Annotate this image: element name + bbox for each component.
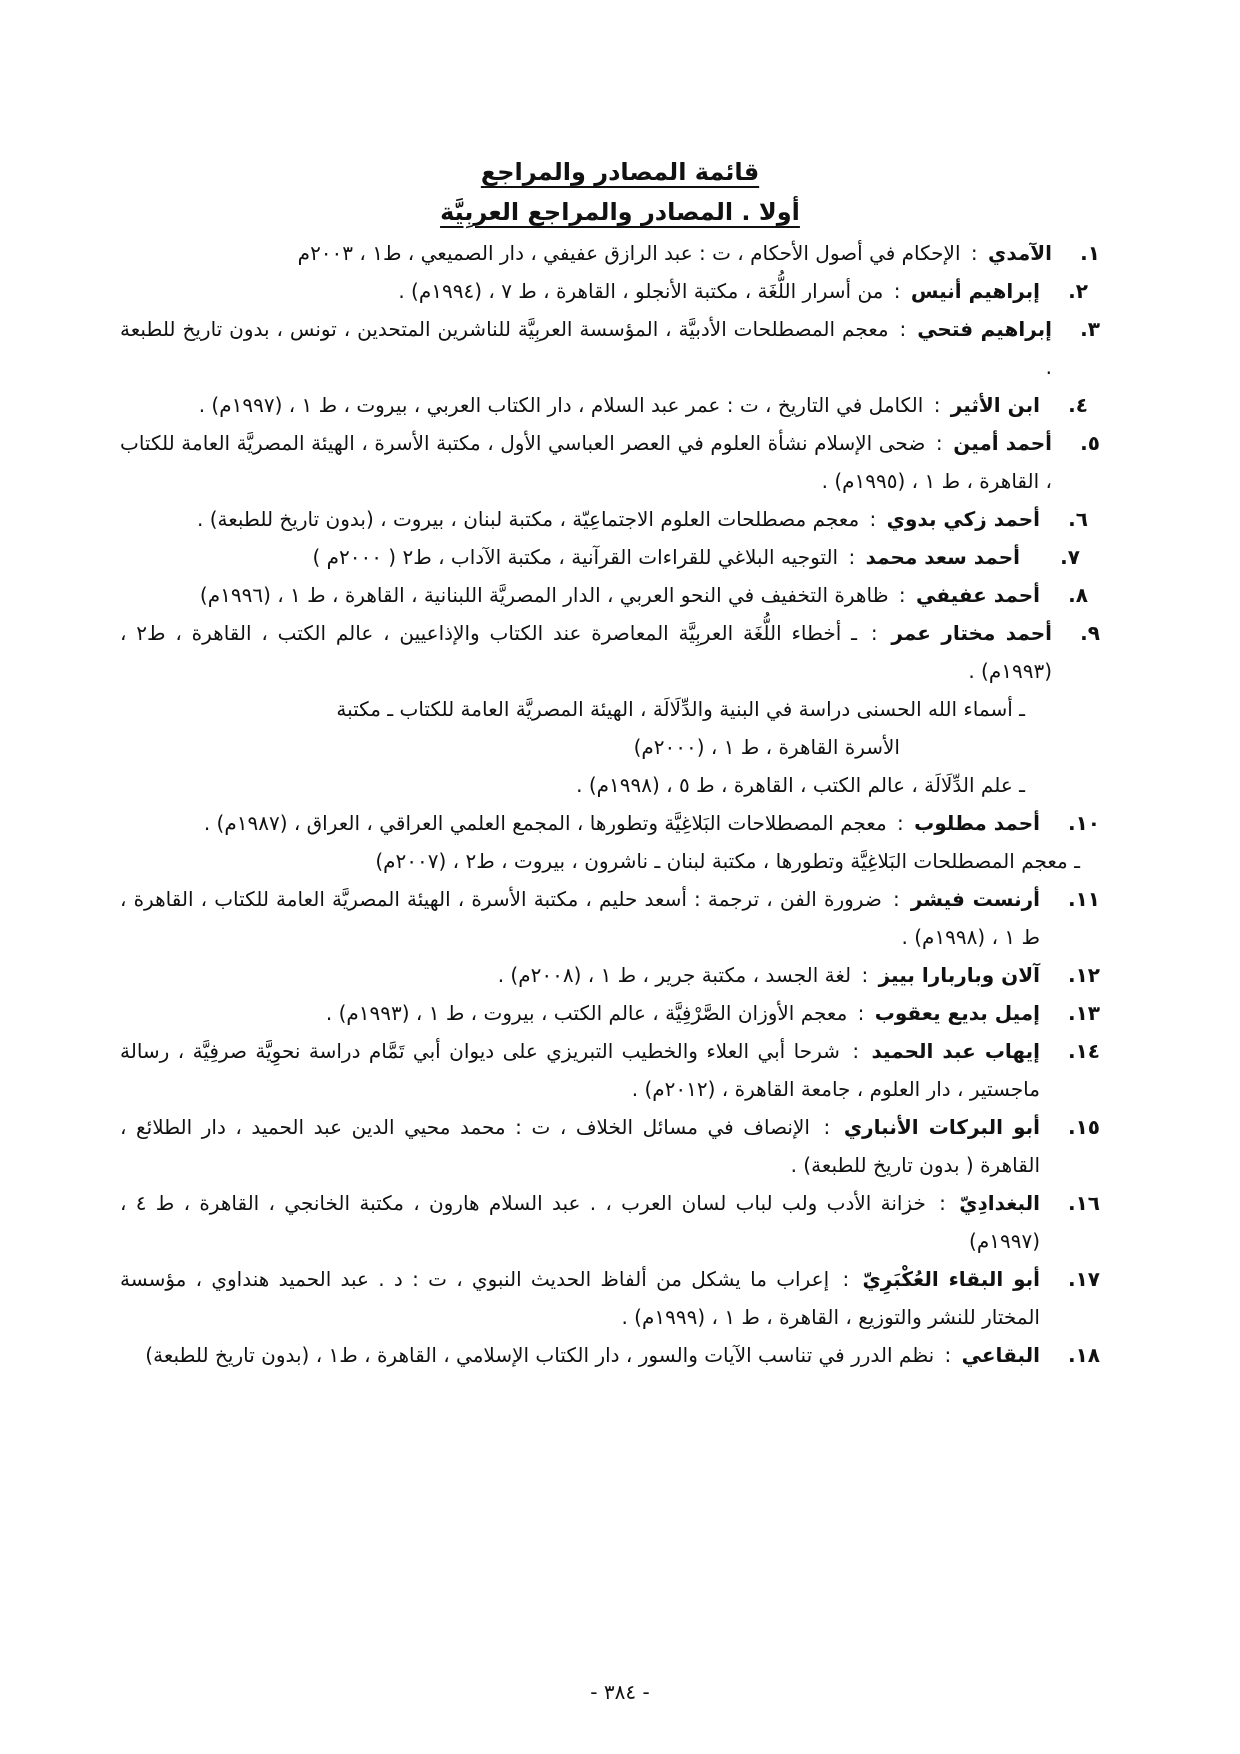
- reference-text: معجم المصطلاحات البَلاغِيَّة وتطورها ، المجمع العلمي العراقي ، العراق ، (١٩٨٧م) .: [203, 811, 887, 835]
- reference-text: ـ أخطاء اللُّغَة العربِيَّة المعاصرة عند الكتاب والإذاعيين ، عالم الكتب ، القاهرة ، ط٢ ،(١٩٩٣م) .: [120, 621, 1052, 683]
- reference-separator: :: [861, 963, 869, 987]
- reference-item-8: [120, 576, 1100, 614]
- reference-item-12: [120, 956, 1100, 994]
- reference-separator: :: [944, 1343, 952, 1367]
- reference-number: ٧.: [1060, 545, 1080, 569]
- reference-text: خزانة الأدب ولب لباب لسان العرب ، . عبد السلام هارون ، مكتبة الخانجي ، القاهرة ، ط ٤ ،(١٩٩٧م): [120, 1191, 1040, 1253]
- reference-text: ضرورة الفن ، ترجمة : أسعد حليم ، مكتبة الأسرة ، الهيئة المصريَّة العامة للكتاب ، القاهرة ، ط ١ ، (١٩٩٨م) .: [120, 887, 1040, 949]
- reference-subitem: ـ معجم المصطلحات البَلاغِيَّة وتطورها ، مكتبة لبنان ـ ناشرون ، بيروت ، ط٢ ، (٢٠٠٧م): [375, 849, 1080, 873]
- page-number: - ٣٨٤ -: [590, 1680, 650, 1704]
- reference-item-5: [120, 424, 1100, 500]
- titles-block: [0, 152, 1240, 232]
- reference-separator: :: [933, 393, 941, 417]
- reference-subitem: ـ أسماء الله الحسنى دراسة في البنية والدِّلَالَة ، الهيئة المصريَّة العامة للكتاب ـ مكتبة: [336, 697, 1025, 721]
- reference-separator: :: [869, 507, 877, 531]
- reference-text: معجم مصطلحات العلوم الاجتماعِيّة ، مكتبة لبنان ، بيروت ، (بدون تاريخ للطبعة) .: [197, 507, 860, 531]
- reference-author: البقاعي: [961, 1343, 1040, 1367]
- reference-author: البغدادِيّ: [959, 1191, 1041, 1215]
- reference-number: ١.: [1080, 241, 1100, 265]
- reference-number: ٦.: [1068, 507, 1088, 531]
- reference-text: ظاهرة التخفيف في النحو العربي ، الدار المصريَّة اللبنانية ، القاهرة ، ط ١ ، (١٩٩٦م): [199, 583, 889, 607]
- reference-number: ١٨.: [1067, 1343, 1100, 1367]
- reference-author: أحمد عفيفي: [915, 583, 1040, 607]
- reference-subitem: ـ علم الدِّلَالَة ، عالم الكتب ، القاهرة ، ط ٥ ، (١٩٩٨م) .: [576, 773, 1025, 797]
- reference-text: شرحا أبي العلاء والخطيب التبريزي على ديوان أبي تَمَّام دراسة نحوِيَّة صرفِيَّة ، رسالة ماجستير ، دار العلوم ، جامعة القاهرة ، (٢٠١٢م) .: [120, 1039, 1040, 1101]
- reference-text: التوجيه البلاغي للقراءات القرآنية ، مكتبة الآداب ، ط٢ ( ٢٠٠٠م ): [312, 545, 839, 569]
- reference-text: نظم الدرر في تناسب الآيات والسور ، دار الكتاب الإسلامي ، القاهرة ، ط١ ، (بدون تاريخ للطبعة): [145, 1343, 935, 1367]
- reference-number: ١٣.: [1067, 1001, 1100, 1025]
- reference-author: أحمد زكي بدوي: [886, 507, 1040, 531]
- reference-text: معجم المصطلحات الأدبيَّة ، المؤسسة العربِيَّة للناشرين المتحدين ، تونس ، بدون تاريخ للطبعة .: [120, 317, 1052, 379]
- reference-number: ٣.: [1080, 317, 1100, 341]
- reference-number: ٥.: [1080, 431, 1100, 455]
- reference-item-2: [120, 272, 1100, 310]
- reference-separator: :: [857, 1001, 865, 1025]
- reference-author: إيهاب عبد الحميد: [871, 1039, 1041, 1063]
- reference-separator: :: [842, 1267, 850, 1291]
- reference-author: إميل بديع يعقوب: [874, 1001, 1040, 1025]
- reference-separator: :: [893, 279, 901, 303]
- reference-text: ضحى الإسلام نشأة العلوم في العصر العباسي الأول ، مكتبة الأسرة ، الهيئة المصريَّة العامة للكتاب ، القاهرة ، ط ١ ، (١٩٩٥م) .: [120, 431, 1052, 493]
- reference-author: الآمدي: [987, 241, 1052, 265]
- reference-number: ١٤.: [1067, 1039, 1100, 1063]
- reference-text: الإحكام في أصول الأحكام ، ت : عبد الرازق عفيفي ، دار الصميعي ، ط١ ، ٢٠٠٣م: [297, 241, 961, 265]
- reference-item-17: [120, 1260, 1100, 1336]
- reference-author: أحمد مختار عمر: [891, 621, 1053, 645]
- reference-author: آلان وباربارا بييز: [878, 963, 1040, 987]
- reference-separator: :: [935, 431, 943, 455]
- reference-text: من أسرار اللُّغَة ، مكتبة الأنجلو ، القاهرة ، ط ٧ ، (١٩٩٤م) .: [398, 279, 884, 303]
- reference-text: الكامل في التاريخ ، ت : عمر عبد السلام ، دار الكتاب العربي ، بيروت ، ط ١ ، (١٩٩٧م) .: [198, 393, 924, 417]
- reference-text: إعراب ما يشكل من ألفاظ الحديث النبوي ، ت : د . عبد الحميد هنداوي ، مؤسسة المختار للنشر والتوزيع ، القاهرة ، ط ١ ، (١٩٩٩م) .: [120, 1267, 1040, 1329]
- reference-author: إبراهيم فتحي: [917, 317, 1052, 341]
- reference-item-13: [120, 994, 1100, 1032]
- reference-item-18: [120, 1336, 1100, 1374]
- reference-item-4: [120, 386, 1100, 424]
- reference-item-7: [120, 538, 1100, 576]
- reference-number: ١٠.: [1067, 811, 1100, 835]
- reference-separator: :: [852, 1039, 860, 1063]
- reference-number: ٩.: [1080, 621, 1100, 645]
- reference-author: أحمد أمين: [953, 431, 1052, 455]
- section-title: أولا . المصادر والمراجع العربِيَّة: [440, 198, 800, 226]
- reference-author: أحمد مطلوب: [914, 811, 1040, 835]
- reference-separator: :: [939, 1191, 946, 1215]
- reference-number: ١٧.: [1067, 1267, 1100, 1291]
- reference-author: أبو البركات الأنباري: [843, 1115, 1040, 1139]
- reference-text: الإنصاف في مسائل الخلاف ، ت : محمد محيي الدين عبد الحميد ، دار الطلائع ، القاهرة ( بدون تاريخ للطبعة) .: [120, 1115, 1040, 1177]
- reference-number: ٤.: [1068, 393, 1088, 417]
- reference-item-10: [120, 804, 1100, 842]
- reference-separator: :: [823, 1115, 831, 1139]
- references-list: [120, 234, 1100, 1374]
- reference-separator: :: [898, 583, 906, 607]
- reference-separator: :: [892, 887, 900, 911]
- reference-number: ١٥.: [1067, 1115, 1100, 1139]
- reference-author: أرنست فيشر: [910, 887, 1041, 911]
- reference-separator: :: [897, 811, 904, 835]
- reference-author: إبراهيم أنيس: [910, 279, 1040, 303]
- reference-item-14: [120, 1032, 1100, 1108]
- reference-item-6: [120, 500, 1100, 538]
- reference-item-16: [120, 1184, 1100, 1260]
- reference-item-9: [120, 614, 1100, 690]
- reference-item-3: [120, 310, 1100, 386]
- reference-author: ابن الأثير: [950, 393, 1040, 417]
- reference-number: ١١.: [1067, 887, 1100, 911]
- reference-subitem-continuation: الأسرة القاهرة ، ط ١ ، (٢٠٠٠م): [633, 735, 900, 759]
- reference-text: لغة الجسد ، مكتبة جرير ، ط ١ ، (٢٠٠٨م) .: [497, 963, 852, 987]
- reference-author: أحمد سعد محمد: [865, 545, 1020, 569]
- reference-number: ١٢.: [1067, 963, 1100, 987]
- reference-number: ٢.: [1068, 279, 1088, 303]
- reference-number: ١٦.: [1067, 1191, 1100, 1215]
- reference-separator: :: [870, 621, 878, 645]
- page-title: قائمة المصادر والمراجع: [480, 158, 760, 186]
- reference-text: معجم الأوزان الصَّرْفِيَّة ، عالم الكتب ، بيروت ، ط ١ ، (١٩٩٣م) .: [325, 1001, 848, 1025]
- reference-number: ٨.: [1068, 583, 1088, 607]
- reference-separator: :: [848, 545, 856, 569]
- reference-author: أبو البقاء العُكْبَرِيّ: [862, 1267, 1041, 1291]
- reference-separator: :: [970, 241, 978, 265]
- reference-item-11: [120, 880, 1100, 956]
- reference-separator: :: [899, 317, 907, 341]
- reference-item-15: [120, 1108, 1100, 1184]
- reference-item-1: [120, 234, 1100, 272]
